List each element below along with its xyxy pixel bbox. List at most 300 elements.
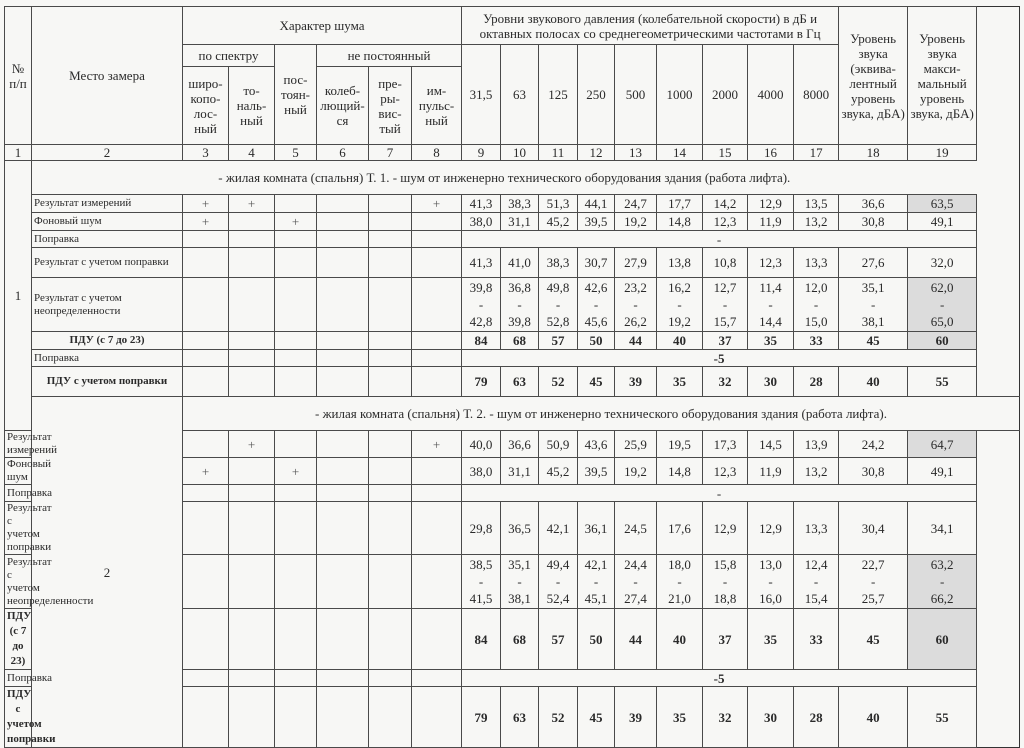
level-value: 30,4: [839, 502, 908, 555]
pdu-corrected-value: 28: [794, 367, 839, 397]
pdu-value: 50: [578, 609, 615, 670]
col-header-impulsive: им-пульс-ный: [412, 67, 462, 145]
level-value: 13,9: [794, 431, 839, 458]
range-low: 62,0: [930, 280, 954, 295]
empty-cell: [183, 485, 229, 502]
empty-cell: [412, 278, 462, 332]
empty-cell: [369, 485, 412, 502]
uncertainty-range: [615, 278, 657, 332]
empty-cell: [317, 332, 369, 350]
range-dash: -: [677, 574, 682, 589]
empty-cell: [275, 367, 317, 397]
col-header-frequency: 2000: [703, 45, 748, 145]
table-row-corrected: [5, 248, 1020, 278]
level-value: 27,9: [615, 248, 657, 278]
noise-type-mark: +: [412, 195, 462, 213]
column-number: 4: [229, 145, 275, 161]
row-label: Поправка: [5, 485, 32, 502]
level-value: 38,3: [539, 248, 578, 278]
range-high: 65,0: [930, 314, 954, 329]
empty-cell: [317, 502, 369, 555]
noise-type-mark: +: [275, 213, 317, 231]
pdu-corrected-value: 79: [462, 687, 501, 748]
empty-cell: [275, 231, 317, 248]
pdu-corrected-value: 39: [615, 687, 657, 748]
pdu-corrected-value: 32: [703, 367, 748, 397]
pdu-value: 44: [615, 609, 657, 670]
pdu-value: 33: [794, 332, 839, 350]
empty-cell: [229, 350, 275, 367]
range-dash: -: [478, 297, 484, 312]
uncertainty-range: [908, 555, 977, 609]
uncertainty-range: [703, 555, 748, 609]
pdu-corrected-value: 40: [839, 687, 908, 748]
level-value: 45,2: [539, 213, 578, 231]
empty-cell: [275, 350, 317, 367]
empty-cell: [412, 332, 462, 350]
level-value: 36,6: [501, 431, 539, 458]
level-value: 13,3: [794, 248, 839, 278]
column-number: 11: [539, 145, 578, 161]
empty-cell: [317, 670, 369, 687]
range-high: 15,7: [713, 314, 737, 329]
empty-cell: [229, 367, 275, 397]
column-number: 18: [839, 145, 908, 161]
range-high: 18,8: [713, 591, 737, 606]
range-dash: -: [722, 297, 728, 312]
range-high: 19,2: [668, 314, 691, 329]
empty-cell: [229, 670, 275, 687]
level-value: 24,7: [615, 195, 657, 213]
empty-cell: [275, 248, 317, 278]
range-dash: -: [633, 297, 638, 312]
level-value: 51,3: [539, 195, 578, 213]
range-low: 12,4: [804, 557, 828, 572]
level-value: 39,5: [578, 458, 615, 485]
uncertainty-range: [839, 278, 908, 332]
pdu-value: 37: [703, 332, 748, 350]
row-label: Фоновый шум: [5, 458, 32, 485]
empty-cell: [229, 555, 275, 609]
uncertainty-range: [578, 555, 615, 609]
empty-cell: [275, 332, 317, 350]
range-dash: -: [633, 574, 638, 589]
level-value: 30,7: [578, 248, 615, 278]
pdu-corrected-value: 52: [539, 367, 578, 397]
col-header-place: Место замера: [32, 7, 183, 145]
level-value: 17,6: [657, 502, 703, 555]
noise-type-mark: [369, 213, 412, 231]
pdu-value: 84: [462, 332, 501, 350]
range-low: 18,0: [668, 557, 691, 572]
level-value: 38,0: [462, 458, 501, 485]
range-dash: -: [870, 574, 876, 589]
col-header-no: № п/п: [5, 7, 32, 145]
pdu-value: 45: [839, 609, 908, 670]
level-value: 11,9: [748, 213, 794, 231]
empty-cell: [183, 670, 229, 687]
col-header-frequency: 1000: [657, 45, 703, 145]
empty-cell: [369, 555, 412, 609]
range-high: 16,0: [759, 591, 782, 606]
uncertainty-range: [908, 278, 977, 332]
empty-cell: [183, 350, 229, 367]
empty-cell: [275, 278, 317, 332]
empty-cell: [412, 485, 462, 502]
range-low: 15,8: [713, 557, 737, 572]
level-value: 34,1: [908, 502, 977, 555]
range-low: 63,2: [930, 557, 954, 572]
range-dash: -: [768, 574, 773, 589]
range-low: 11,4: [759, 280, 782, 295]
range-dash: -: [517, 574, 522, 589]
range-high: 21,0: [668, 591, 691, 606]
empty-cell: [369, 248, 412, 278]
uncertainty-range: [657, 555, 703, 609]
range-dash: -: [593, 297, 599, 312]
table-row-measured: [5, 195, 1020, 213]
empty-cell: [275, 670, 317, 687]
pdu-corrected-value: 39: [615, 367, 657, 397]
col-header-noise-character: Характер шума: [183, 7, 462, 45]
column-number: 14: [657, 145, 703, 161]
level-value: 29,8: [462, 502, 501, 555]
noise-type-mark: [229, 458, 275, 485]
uncertainty-range: [839, 555, 908, 609]
range-low: 12,7: [713, 280, 737, 295]
level-value: 50,9: [539, 431, 578, 458]
column-number: 17: [794, 145, 839, 161]
uncertainty-range: [794, 278, 839, 332]
table-row-pdu: [5, 332, 1020, 350]
range-dash: -: [478, 574, 484, 589]
row-label: Фоновый шум: [32, 213, 183, 231]
level-value: 36,5: [501, 502, 539, 555]
range-high: 27,4: [624, 591, 647, 606]
level-value: 49,1: [908, 213, 977, 231]
empty-cell: [412, 350, 462, 367]
noise-type-mark: [183, 431, 229, 458]
col-header-frequency: 4000: [748, 45, 794, 145]
level-value: 12,3: [703, 458, 748, 485]
level-value: 63,5: [908, 195, 977, 213]
col-header-not-constant: не постоянный: [317, 45, 462, 67]
col-header-equiv-level: Уровень звука (эквива-лентный уровень звука, дБА): [839, 7, 908, 145]
col-header-frequency: 250: [578, 45, 615, 145]
level-value: 13,8: [657, 248, 703, 278]
empty-cell: [229, 502, 275, 555]
empty-cell: [275, 502, 317, 555]
level-value: 13,3: [794, 502, 839, 555]
pdu-value: 68: [501, 332, 539, 350]
empty-cell: [229, 609, 275, 670]
pdu-value: 35: [748, 609, 794, 670]
col-header-frequency: 125: [539, 45, 578, 145]
noise-type-mark: [369, 195, 412, 213]
pdu-corrected-value: 30: [748, 367, 794, 397]
empty-cell: [229, 485, 275, 502]
col-header-tonal: то-наль-ный: [229, 67, 275, 145]
noise-measurement-table: [4, 6, 1020, 748]
row-label: ПДУ (с 7 до 23): [32, 332, 183, 350]
level-value: 13,2: [794, 458, 839, 485]
uncertainty-range: [539, 278, 578, 332]
uncertainty-range: [615, 555, 657, 609]
pdu-corrected-value: 40: [839, 367, 908, 397]
level-value: 36,1: [578, 502, 615, 555]
level-value: 24,5: [615, 502, 657, 555]
range-high: 15,0: [804, 314, 828, 329]
section-number: 1: [5, 161, 32, 431]
empty-cell: [183, 502, 229, 555]
noise-type-mark: [412, 213, 462, 231]
level-value: 31,1: [501, 213, 539, 231]
range-high: 52,8: [546, 314, 570, 329]
range-low: 35,1: [508, 557, 531, 572]
row-label: ПДУ (с 7 до 23): [5, 609, 32, 670]
range-high: 38,1: [861, 314, 885, 329]
noise-type-mark: +: [183, 458, 229, 485]
empty-cell: [412, 248, 462, 278]
pdu-corrected-value: 45: [578, 687, 615, 748]
range-low: 39,8: [469, 280, 493, 295]
empty-cell: [229, 231, 275, 248]
noise-type-mark: [369, 431, 412, 458]
col-header-frequency: 8000: [794, 45, 839, 145]
col-header-fluctuating: колеб-лющий-ся: [317, 67, 369, 145]
pdu-corrected-value: 55: [908, 367, 977, 397]
pdu-corrected-value: 55: [908, 687, 977, 748]
range-dash: -: [677, 297, 682, 312]
pdu-value: 40: [657, 332, 703, 350]
range-dash: -: [722, 574, 728, 589]
level-value: 17,7: [657, 195, 703, 213]
empty-cell: [275, 609, 317, 670]
level-value: 41,0: [501, 248, 539, 278]
empty-cell: [229, 332, 275, 350]
level-value: 39,5: [578, 213, 615, 231]
empty-cell: [369, 367, 412, 397]
range-high: 42,8: [469, 314, 493, 329]
row-label: Результат с учетом поправки: [32, 248, 183, 278]
level-value: 13,2: [794, 213, 839, 231]
column-number: 2: [32, 145, 183, 161]
pdu-value: 57: [539, 332, 578, 350]
column-number: 19: [908, 145, 977, 161]
empty-cell: [183, 332, 229, 350]
empty-cell: [369, 687, 412, 748]
uncertainty-range: [748, 555, 794, 609]
range-high: 39,8: [508, 314, 531, 329]
row-label: ПДУ с учетом поправки: [5, 687, 32, 748]
col-header-max-level: Уровень звука макси-мальный уровень звука, дБА): [908, 7, 977, 145]
pdu-value: 57: [539, 609, 578, 670]
column-number: 8: [412, 145, 462, 161]
table-row-correction: [5, 231, 1020, 248]
noise-type-mark: [229, 213, 275, 231]
range-low: 13,0: [759, 557, 782, 572]
section-title: - жилая комната (спальня) Т. 1. - шум от инженерно технического оборудования здания (работа лифта).: [32, 161, 977, 195]
empty-cell: [412, 502, 462, 555]
level-value: 41,3: [462, 248, 501, 278]
pdu-value: 37: [703, 609, 748, 670]
noise-type-mark: [317, 431, 369, 458]
column-number: 1: [5, 145, 32, 161]
level-value: 17,3: [703, 431, 748, 458]
uncertainty-range: [578, 278, 615, 332]
noise-type-mark: +: [412, 431, 462, 458]
row-label: Поправка: [32, 350, 183, 367]
level-value: 12,3: [748, 248, 794, 278]
correction-value: -: [462, 485, 977, 502]
empty-cell: [183, 367, 229, 397]
col-header-levels: Уровни звукового давления (колебательной скорости) в дБ и октавных полосах со среднегеометрическими частотами в Гц: [462, 7, 839, 45]
range-low: 12,0: [804, 280, 828, 295]
uncertainty-range: [748, 278, 794, 332]
pdu-corrected-value: 30: [748, 687, 794, 748]
row-label: Результат с учетом поправки: [5, 502, 32, 555]
level-value: 38,0: [462, 213, 501, 231]
empty-cell: [229, 248, 275, 278]
column-number: 10: [501, 145, 539, 161]
range-dash: -: [939, 297, 945, 312]
empty-cell: [183, 555, 229, 609]
empty-cell: [369, 670, 412, 687]
range-high: 25,7: [861, 591, 885, 606]
empty-cell: [412, 555, 462, 609]
range-dash: -: [939, 574, 945, 589]
row-label: Результат с учетом неопределенности: [32, 278, 183, 332]
col-header-broadband: широ-копо-лос-ный: [183, 67, 229, 145]
level-value: 25,9: [615, 431, 657, 458]
empty-cell: [412, 687, 462, 748]
column-number: 9: [462, 145, 501, 161]
empty-cell: [369, 350, 412, 367]
empty-cell: [317, 278, 369, 332]
empty-cell: [183, 609, 229, 670]
empty-cell: [183, 248, 229, 278]
uncertainty-range: [501, 278, 539, 332]
range-high: 38,1: [508, 591, 531, 606]
level-value: 38,3: [501, 195, 539, 213]
range-low: 35,1: [861, 280, 885, 295]
noise-type-mark: +: [275, 458, 317, 485]
pdu-value: 40: [657, 609, 703, 670]
column-number: 15: [703, 145, 748, 161]
col-header-constant: пос-тоян-ный: [275, 45, 317, 145]
level-value: 14,8: [657, 213, 703, 231]
pdu-correction-value: -5: [462, 350, 977, 367]
pdu-correction-value: -5: [462, 670, 977, 687]
range-dash: -: [870, 297, 876, 312]
row-label: Поправка: [5, 670, 32, 687]
col-header-by-spectrum: по спектру: [183, 45, 275, 67]
noise-type-mark: [275, 195, 317, 213]
section-number: 2: [32, 397, 183, 748]
column-number: 16: [748, 145, 794, 161]
level-value: 49,1: [908, 458, 977, 485]
noise-type-mark: [369, 458, 412, 485]
range-dash: -: [555, 297, 561, 312]
range-low: 38,5: [469, 557, 493, 572]
level-value: 24,2: [839, 431, 908, 458]
empty-cell: [369, 231, 412, 248]
pdu-value: 33: [794, 609, 839, 670]
range-high: 45,1: [584, 591, 608, 606]
column-number: 13: [615, 145, 657, 161]
pdu-value: 68: [501, 609, 539, 670]
level-value: 30,8: [839, 213, 908, 231]
empty-cell: [275, 687, 317, 748]
range-high: 52,4: [546, 591, 570, 606]
noise-type-mark: [317, 458, 369, 485]
level-value: 12,3: [703, 213, 748, 231]
pdu-corrected-value: 63: [501, 687, 539, 748]
column-number: 7: [369, 145, 412, 161]
pdu-value: 84: [462, 609, 501, 670]
uncertainty-range: [703, 278, 748, 332]
pdu-corrected-value: 45: [578, 367, 615, 397]
uncertainty-range: [657, 278, 703, 332]
range-high: 41,5: [469, 591, 493, 606]
level-value: 27,6: [839, 248, 908, 278]
row-label: Результат измерений: [5, 431, 32, 458]
empty-cell: [369, 332, 412, 350]
empty-cell: [183, 278, 229, 332]
uncertainty-range: [794, 555, 839, 609]
level-value: 32,0: [908, 248, 977, 278]
empty-cell: [369, 609, 412, 670]
range-low: 16,2: [668, 280, 691, 295]
empty-cell: [369, 502, 412, 555]
empty-cell: [183, 231, 229, 248]
level-value: 14,5: [748, 431, 794, 458]
range-high: 66,2: [930, 591, 954, 606]
noise-type-mark: +: [183, 213, 229, 231]
range-dash: -: [555, 574, 561, 589]
row-label: Результат измерений: [32, 195, 183, 213]
noise-type-mark: [317, 213, 369, 231]
range-low: 42,6: [584, 280, 608, 295]
level-value: 43,6: [578, 431, 615, 458]
table-row-uncertainty: [5, 278, 1020, 332]
noise-type-mark: +: [229, 431, 275, 458]
level-value: 13,5: [794, 195, 839, 213]
range-low: 36,8: [508, 280, 531, 295]
level-value: 12,9: [703, 502, 748, 555]
level-value: 41,3: [462, 195, 501, 213]
noise-type-mark: +: [229, 195, 275, 213]
range-high: 26,2: [624, 314, 647, 329]
level-value: 11,9: [748, 458, 794, 485]
range-dash: -: [593, 574, 599, 589]
col-header-frequency: 500: [615, 45, 657, 145]
table-row-background: [5, 213, 1020, 231]
level-value: 19,2: [615, 213, 657, 231]
col-header-frequency: 31,5: [462, 45, 501, 145]
section-title: - жилая комната (спальня) Т. 2. - шум от инженерно технического оборудования здания (работа лифта).: [183, 397, 1020, 431]
pdu-corrected-value: 32: [703, 687, 748, 748]
level-value: 64,7: [908, 431, 977, 458]
noise-type-mark: [412, 458, 462, 485]
level-value: 31,1: [501, 458, 539, 485]
row-label: Поправка: [32, 231, 183, 248]
empty-cell: [275, 485, 317, 502]
table-row-pdu-corrected: [5, 367, 1020, 397]
empty-cell: [412, 609, 462, 670]
uncertainty-range: [462, 278, 501, 332]
level-value: 12,9: [748, 502, 794, 555]
